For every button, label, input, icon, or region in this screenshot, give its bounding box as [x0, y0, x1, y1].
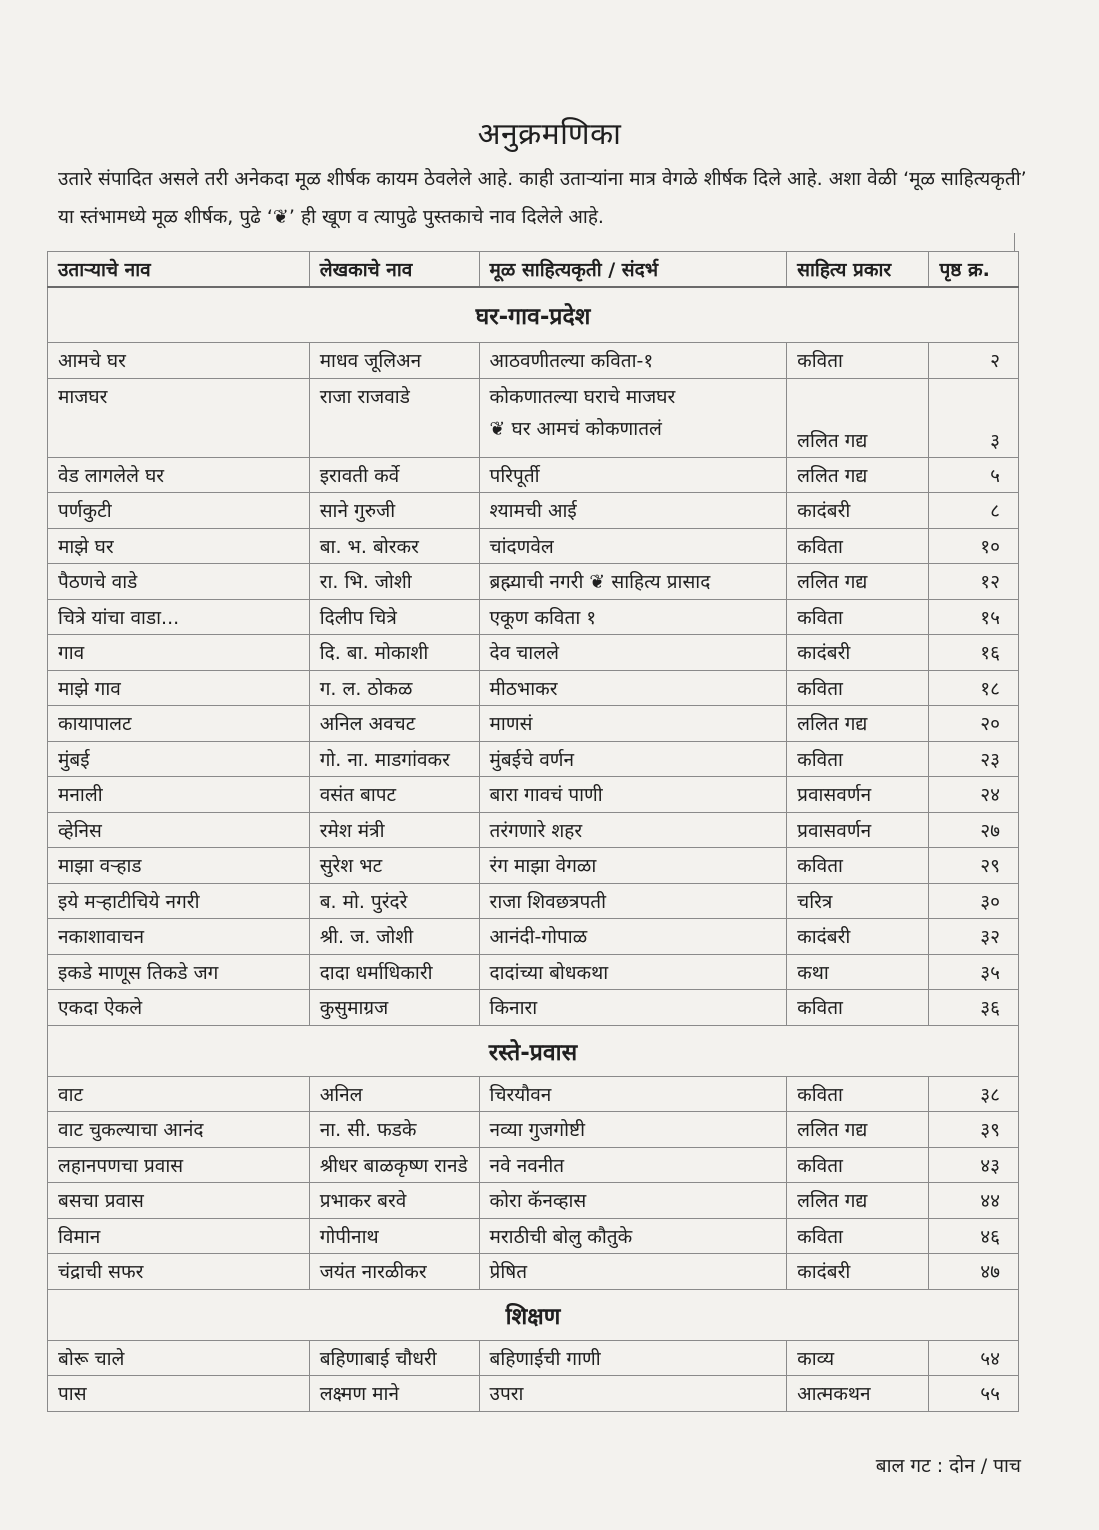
- cell-source: बहिणाईची गाणी: [479, 1340, 787, 1376]
- cell-genre: आत्मकथन: [787, 1376, 929, 1412]
- column-header-source: मूळ साहित्यकृती / संदर्भ: [479, 252, 787, 288]
- divider: [1014, 233, 1015, 251]
- cell-title: चंद्राची सफर: [48, 1254, 310, 1290]
- cell-title: कायापालट: [48, 706, 310, 742]
- cell-source: मराठीची बोलु कौतुके: [479, 1218, 787, 1254]
- cell-genre: चरित्र: [787, 883, 929, 919]
- cell-title: माझे घर: [48, 528, 310, 564]
- cell-source: बारा गावचं पाणी: [479, 777, 787, 813]
- cell-author: ब. मो. पुरंदरे: [309, 883, 479, 919]
- section-heading: घर-गाव-प्रदेश: [48, 287, 1019, 343]
- cell-author: रा. भि. जोशी: [309, 564, 479, 600]
- cell-page: ३८: [929, 1076, 1019, 1112]
- cell-source: देव चालले: [479, 635, 787, 671]
- table-row: [48, 343, 1019, 379]
- cell-genre: कविता: [787, 741, 929, 777]
- cell-page: १५: [929, 599, 1019, 635]
- cell-source: माणसं: [479, 706, 787, 742]
- cell-source: नव्या गुजगोष्टी: [479, 1112, 787, 1148]
- cell-title: बसचा प्रवास: [48, 1183, 310, 1219]
- cell-source: किनारा: [479, 990, 787, 1026]
- cell-author: दि. बा. मोकाशी: [309, 635, 479, 671]
- cell-title: मनाली: [48, 777, 310, 813]
- cell-author: ग. ल. ठोकळ: [309, 670, 479, 706]
- table-row: [48, 1183, 1019, 1219]
- table-row: [48, 528, 1019, 564]
- table-row: [48, 1112, 1019, 1148]
- cell-source: आनंदी-गोपाळ: [479, 919, 787, 955]
- cell-source: परिपूर्ती: [479, 457, 787, 493]
- cell-source: उपरा: [479, 1376, 787, 1412]
- cell-author: लक्ष्मण माने: [309, 1376, 479, 1412]
- cell-genre: कविता: [787, 528, 929, 564]
- cell-page: ८: [929, 493, 1019, 529]
- cell-genre: कविता: [787, 1218, 929, 1254]
- cell-genre: कविता: [787, 990, 929, 1026]
- cell-author: राजा राजवाडे: [309, 378, 479, 457]
- cell-source: कोरा कॅनव्हास: [479, 1183, 787, 1219]
- cell-source: नवे नवनीत: [479, 1147, 787, 1183]
- table-row: [48, 1147, 1019, 1183]
- cell-author: बा. भ. बोरकर: [309, 528, 479, 564]
- table-row: [48, 1340, 1019, 1376]
- cell-author: बहिणाबाई चौधरी: [309, 1340, 479, 1376]
- table-row: [48, 883, 1019, 919]
- section-heading-row: [48, 1289, 1019, 1340]
- cell-genre: कादंबरी: [787, 493, 929, 529]
- cell-title: आमचे घर: [48, 343, 310, 379]
- cell-page: ३६: [929, 990, 1019, 1026]
- cell-source: एकूण कविता १: [479, 599, 787, 635]
- table-row: [48, 741, 1019, 777]
- table-row: [48, 599, 1019, 635]
- cell-source: दादांच्या बोधकथा: [479, 954, 787, 990]
- section-heading: रस्ते-प्रवास: [48, 1025, 1019, 1076]
- table-row: [48, 564, 1019, 600]
- cell-author: साने गुरुजी: [309, 493, 479, 529]
- cell-title: व्हेनिस: [48, 812, 310, 848]
- table-row: [48, 777, 1019, 813]
- cell-author: ना. सी. फडके: [309, 1112, 479, 1148]
- cell-genre: ललित गद्य: [787, 1183, 929, 1219]
- table-row: [48, 635, 1019, 671]
- cell-source-book: ❦ घर आमचं कोकणातलं: [489, 417, 662, 440]
- cell-page: २३: [929, 741, 1019, 777]
- cell-source: ब्रह्म्याची नगरी ❦ साहित्य प्रासाद: [479, 564, 787, 600]
- cell-title: लहानपणचा प्रवास: [48, 1147, 310, 1183]
- contents-table: [47, 251, 1019, 1412]
- cell-title: पास: [48, 1376, 310, 1412]
- cell-genre: कथा: [787, 954, 929, 990]
- table-row: [48, 670, 1019, 706]
- cell-genre: कादंबरी: [787, 635, 929, 671]
- cell-page: ४७: [929, 1254, 1019, 1290]
- cell-genre: कादंबरी: [787, 1254, 929, 1290]
- cell-source: प्रेषित: [479, 1254, 787, 1290]
- cell-author: वसंत बापट: [309, 777, 479, 813]
- cell-source: राजा शिवछत्रपती: [479, 883, 787, 919]
- cell-page: १८: [929, 670, 1019, 706]
- cell-page: ३: [929, 378, 1019, 457]
- cell-page: २: [929, 343, 1019, 379]
- cell-title: नकाशावाचन: [48, 919, 310, 955]
- cell-genre: ललित गद्य: [787, 378, 929, 457]
- cell-page: ३०: [929, 883, 1019, 919]
- cell-genre: कविता: [787, 670, 929, 706]
- cell-genre: कविता: [787, 1076, 929, 1112]
- section-heading-row: [48, 1025, 1019, 1076]
- cell-author: अनिल: [309, 1076, 479, 1112]
- section-heading-row: [48, 287, 1019, 343]
- footer-text: बाल गट : दोन / पाच: [875, 1455, 1021, 1477]
- cell-title: वाट चुकल्याचा आनंद: [48, 1112, 310, 1148]
- cell-author: प्रभाकर बरवे: [309, 1183, 479, 1219]
- table-row: [48, 1218, 1019, 1254]
- cell-page: ४६: [929, 1218, 1019, 1254]
- cell-page: २४: [929, 777, 1019, 813]
- cell-author: गो. ना. माडगांवकर: [309, 741, 479, 777]
- cell-author: इरावती कर्वे: [309, 457, 479, 493]
- table-row: [48, 378, 1019, 457]
- cell-author: माधव जूलिअन: [309, 343, 479, 379]
- cell-genre: कविता: [787, 848, 929, 884]
- cell-genre: ललित गद्य: [787, 457, 929, 493]
- cell-author: दिलीप चित्रे: [309, 599, 479, 635]
- section-heading: शिक्षण: [48, 1289, 1019, 1340]
- cell-source: चांदणवेल: [479, 528, 787, 564]
- cell-author: दादा धर्माधिकारी: [309, 954, 479, 990]
- cell-source-line: कोकणातल्या घराचे माजघर: [489, 385, 676, 408]
- cell-source: मीठभाकर: [479, 670, 787, 706]
- intro-paragraph: उतारे संपादित असले तरी अनेकदा मूळ शीर्षक कायम ठेवलेले आहे. काही उताऱ्यांना मात्र वेगळे शीर्षक दिले आहे. अशा वेळी ‘मूळ साहित्यकृती’ या स्तंभामध्ये मूळ शीर्षक, पुढे ‘❦’ ही खूण व त्यापुढे पुस्तकाचे नाव दिलेले आहे.: [58, 168, 1027, 228]
- cell-page: ५: [929, 457, 1019, 493]
- cell-page: ५४: [929, 1340, 1019, 1376]
- cell-title: माझे गाव: [48, 670, 310, 706]
- column-header-genre: साहित्य प्रकार: [787, 252, 929, 288]
- cell-source: श्यामची आई: [479, 493, 787, 529]
- column-header-page: पृष्ठ क्र.: [929, 252, 1019, 288]
- cell-genre: ललित गद्य: [787, 706, 929, 742]
- cell-source: मुंबईचे वर्णन: [479, 741, 787, 777]
- cell-title: माजघर: [48, 378, 310, 457]
- table-row: [48, 1376, 1019, 1412]
- cell-genre: कविता: [787, 1147, 929, 1183]
- cell-title: पर्णकुटी: [48, 493, 310, 529]
- cell-genre: काव्य: [787, 1340, 929, 1376]
- cell-page: ५५: [929, 1376, 1019, 1412]
- table-row: [48, 706, 1019, 742]
- cell-author: रमेश मंत्री: [309, 812, 479, 848]
- cell-genre: कादंबरी: [787, 919, 929, 955]
- column-header-author: लेखकाचे नाव: [309, 252, 479, 288]
- cell-genre: कविता: [787, 343, 929, 379]
- cell-page: १६: [929, 635, 1019, 671]
- table-row: [48, 812, 1019, 848]
- cell-title: गाव: [48, 635, 310, 671]
- table-row: [48, 493, 1019, 529]
- cell-title: मुंबई: [48, 741, 310, 777]
- table-row: [48, 848, 1019, 884]
- cell-genre: प्रवासवर्णन: [787, 812, 929, 848]
- cell-genre: प्रवासवर्णन: [787, 777, 929, 813]
- cell-source: तरंगणारे शहर: [479, 812, 787, 848]
- column-header-title: उताऱ्याचे नाव: [48, 252, 310, 288]
- cell-title: एकदा ऐकले: [48, 990, 310, 1026]
- cell-author: जयंत नारळीकर: [309, 1254, 479, 1290]
- cell-page: ३२: [929, 919, 1019, 955]
- cell-author: कुसुमाग्रज: [309, 990, 479, 1026]
- page-title: अनुक्रमणिका: [477, 117, 622, 152]
- cell-page: १२: [929, 564, 1019, 600]
- cell-page: ४३: [929, 1147, 1019, 1183]
- cell-author: गोपीनाथ: [309, 1218, 479, 1254]
- cell-page: २०: [929, 706, 1019, 742]
- cell-page: २९: [929, 848, 1019, 884]
- table-row: [48, 1254, 1019, 1290]
- table-header-row: [48, 252, 1019, 288]
- cell-source: चिरयौवन: [479, 1076, 787, 1112]
- cell-page: ३९: [929, 1112, 1019, 1148]
- cell-genre: ललित गद्य: [787, 564, 929, 600]
- cell-title: वेड लागलेले घर: [48, 457, 310, 493]
- cell-source: आठवणीतल्या कविता-१: [479, 343, 787, 379]
- table-row: [48, 990, 1019, 1026]
- cell-author: श्री. ज. जोशी: [309, 919, 479, 955]
- cell-page: ३५: [929, 954, 1019, 990]
- cell-title: बोरू चाले: [48, 1340, 310, 1376]
- cell-page: १०: [929, 528, 1019, 564]
- cell-title: इये मऱ्हाटीचिये नगरी: [48, 883, 310, 919]
- cell-source: रंग माझा वेगळा: [479, 848, 787, 884]
- cell-author: श्रीधर बाळकृष्ण रानडे: [309, 1147, 479, 1183]
- cell-genre: कविता: [787, 599, 929, 635]
- cell-title: इकडे माणूस तिकडे जग: [48, 954, 310, 990]
- cell-author: सुरेश भट: [309, 848, 479, 884]
- cell-author: अनिल अवचट: [309, 706, 479, 742]
- cell-page: ४४: [929, 1183, 1019, 1219]
- cell-page: २७: [929, 812, 1019, 848]
- cell-genre: ललित गद्य: [787, 1112, 929, 1148]
- table-row: [48, 1076, 1019, 1112]
- cell-title: चित्रे यांचा वाडा...: [48, 599, 310, 635]
- cell-title: विमान: [48, 1218, 310, 1254]
- cell-title: वाट: [48, 1076, 310, 1112]
- table-row: [48, 919, 1019, 955]
- table-row: [48, 457, 1019, 493]
- cell-source: [479, 378, 787, 457]
- table-row: [48, 954, 1019, 990]
- cell-title: पैठणचे वाडे: [48, 564, 310, 600]
- contents-body: [48, 287, 1019, 1411]
- cell-title: माझा वऱ्हाड: [48, 848, 310, 884]
